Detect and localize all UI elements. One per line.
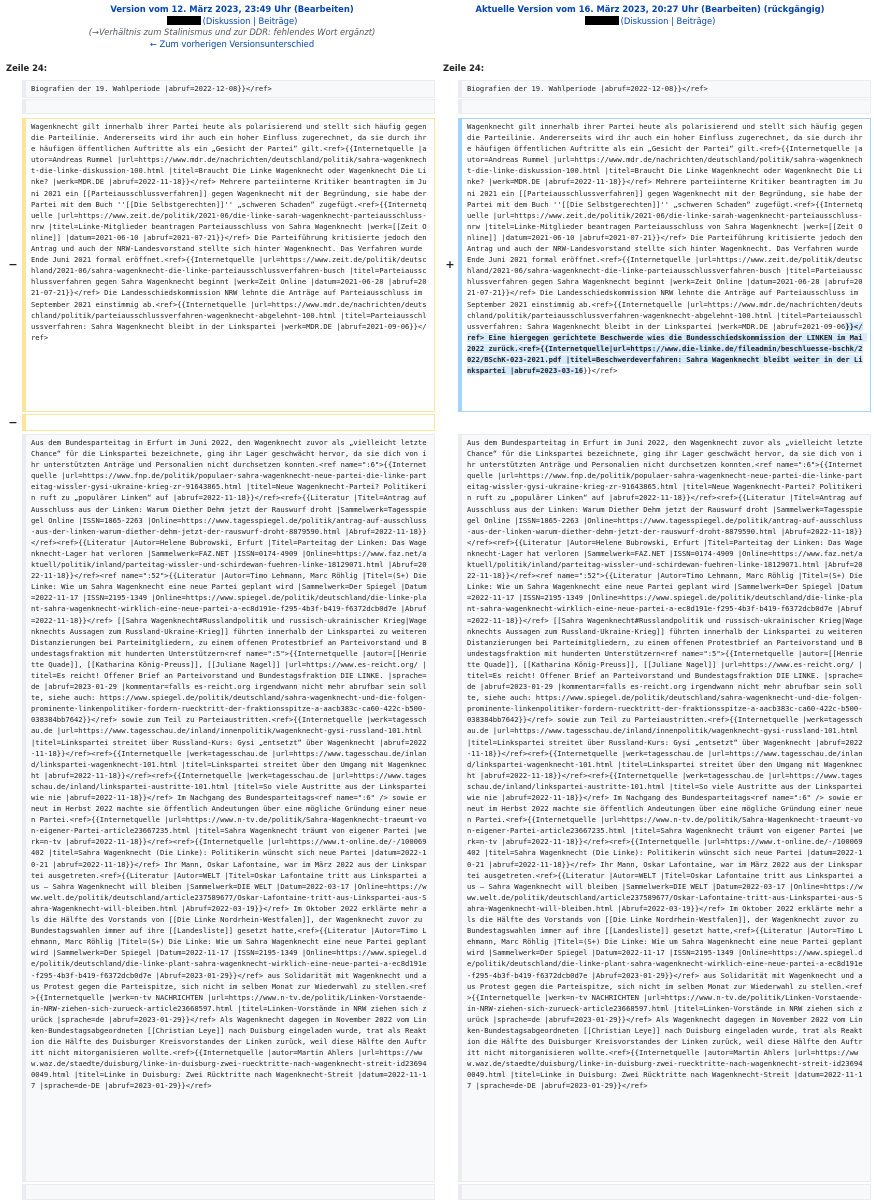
new-version-link[interactable]: Aktuelle Version vom 16. März 2023, 20:27 Uhr (Bearbeiten) (rückgängig) [475,4,825,14]
old-revision-header [22,4,442,50]
deletion-marker: − [8,258,18,271]
deletion-marker: − [8,416,18,429]
context-paragraph-right: Aus dem Bundesparteitag in Erfurt im Juni 2022, den Wagenknecht zuvor als „vielleicht letzte Chance“ für die Linkspartei bezeichnete, ging ihr Lager geschwächt hervor, da sie dich von ihr unterstützten Anträge und Personalien nicht durchsetzen konnten.<ref name=":6">{{Internetquelle |url=https://www.fnp.de/politik/populaer-sahra-wagenknecht-neue-partei-die-linke-parteitag-wissler-gysi-ukraine-krieg-zr-91643865.html |titel=Neue Wagenknecht-Partei? Politikerin ruft zu „populärer Linken“ auf |abruf=2022-11-18}}</ref><ref>{{Literatur |Titel=Antrag auf Ausschluss aus der Linken: Warum Diether Dehm jetzt der Rauswurf droht |Sammelwerk=Tagesspiegel Online |ISSN=1865-2263 |Online=https://www.tagesspiegel.de/politik/antrag-auf-ausschluss-aus-der-linken-warum-diether-dehm-jetzt-der-rauswurf-droht-8879590.html |Abruf=2022-11-18}}</ref><ref>{{Literatur |Autor=Helene Bubrowski, Erfurt |Titel=Parteitag der Linken: Das Wagenknecht-Lager hat verloren |Sammelwerk=FAZ.NET |ISSN=0174-4909 |Online=https://www.faz.net/aktuell/politik/inland/parteitag-wissler-und-schirdewan-fuehren-linke-18129071.html |Abruf=2022-11-18}}</ref><ref name=":52">{{Literatur |Autor=Timo Lehmann, Marc Röhlig |Titel=(S+) Die Linke: Wie um Sahra Wagenknecht eine neue Partei geplant wird |Sammelwerk=Der Spiegel |Datum=2022-11-17 |ISSN=2195-1349 |Online=https://www.spiegel.de/politik/deutschland/die-linke-plant-sahra-wagenknecht-wirklich-eine-neue-partei-a-ec8d191e-f295-4b3f-b419-f6372dcb0d7e |Abruf=2022-11-18}}</ref> [[Sahra Wagenknecht#Russlandpolitik und russisch-ukrainischer Krieg|Wagenknechts Aussagen zum Russland-Ukraine-Krieg]] führten innerhalb der Linkspartei zu weiteren Distanzierungen bei Parteimitgliedern, zu einem offenen Protestbrief an Parteivorstand und Bundestagsfraktion mit hunderten Unterstützern<ref name=":5">{{Internetquelle |autor=[[Henriette Quade]], [[Katharina König-Preuss]], [[Juliane Nagel]] |url=https://www.es-reicht.org/ |titel=Es reicht! Offener Brief an Parteivorstand und Bundestagsfraktion DIE LINKE. |sprache=de |abruf=2023-01-29 |kommentar=falls es-reicht.org irgendwann nicht mehr abrufbar sein sollte, siehe auch: https://www.spiegel.de/politik/deutschland/sahra-wagenknecht-und-die-folgen-prominente-linkenpolitiker-fordern-ruecktritt-der-fraktionsspitze-a-aacb383c-ca60-422c-b500-038384bb7642}}</ref> sowie zum Teil zu Parteiaustritten.<ref>{{Internetquelle |werk=tagesschau.de |url=https://www.tagesschau.de/inland/innenpolitik/wagenknecht-gysi-russland-101.html |titel=Linkspartei streitet über Russland-Kurs: Gysi „entsetzt“ über Wagenknecht |abruf=2022-11-18}}</ref><ref>{{Internetquelle |werk=tagesschau.de |url=https://www.tagesschau.de/inland/linkspartei-wagenknecht-101.html |titel=Linkspartei streitet über den Umgang mit Wagenknecht |abruf=2022-11-18}}</ref><ref>{{Internetquelle |werk=tagesschau.de |url=https://www.tagesschau.de/inland/linkspartei-austritte-101.html |titel=So viele Austritte aus der Linkspartei wie nie |abruf=2022-11-18}}</ref> Im Nachgang des Bundesparteitags<ref name=":6" /> sowie erneut im Herbst 2022 machte sie öffentlich Andeutungen über eine mögliche Gründung einer neuen Partei.<ref>{{Internetquelle |url=https://www.n-tv.de/politik/Sahra-Wagenknecht-traeumt-von-eigener-Partei-article23667235.html |titel=Sahra Wagenknecht träumt von eigener Partei |werk=n-tv |abruf=2022-11-18}}</ref><ref>{{Internetquelle |url=https://www.t-online.de/-/100069402 |titel=Sahra Wagenknecht (Die Linke): Politikerin wünscht sich neue Partei |datum=2022-10-21 |abruf=2022-11-18}}</ref> Ihr Mann, Oskar Lafontaine, war im März 2022 aus der Linkspartei ausgetreten.<ref>{{Literatur |Autor=WELT |Titel=Oskar Lafontaine tritt aus Linkspartei aus – Sahra Wagenknecht will bleiben |Sammelwerk=DIE WELT |Datum=2022-03-17 |Online=https://www.welt.de/politik/deutschland/article237589677/Oskar-Lafontaine-tritt-aus-Linkspartei-aus-Sahra-Wagenknecht-will-bleiben.html |Abruf=2022-03-19}}</ref> Im Oktober 2022 erklärte mehr als die Hälfte des Vorstands von [[Die Linke Nordrhein-Westfalen]], der Wagenknecht zuvor zu Bundestagswahlen immer auf ihre [[Landesliste]] gesetzt hatte,<ref>{{Literatur |Autor=Timo Lehmann, Marc Röhlig |Titel=(S+) Die Linke: Wie um Sahra Wagenknecht eine neue Partei geplant wird |Sammelwerk=Der Spiegel |Datum=2022-11-17 |ISSN=2195-1349 |Online=https://www.spiegel.de/politik/deutschland/die-linke-plant-sahra-wagenknecht-wirklich-eine-neue-partei-a-ec8d191e-f295-4b3f-b419-f6372dcb0d7e |Abruf=2023-01-29}}</ref> aus Solidarität mit Wagenknecht und aus Protest gegen die Parteispitze, sich nicht im selben Monat zur Wiederwahl zu stellen.<ref>{{Internetquelle |werk=n-tv NACHRICHTEN |url=https://www.n-tv.de/politik/Linken-Vorstaende-in-NRW-ziehen-sich-zurueck-article23668597.html |titel=Linken-Vorstände in NRW ziehen sich zurück |sprache=de |abruf=2023-01-29}}</ref> Als Wagenknecht dagegen im November 2022 vom Linken-Bundestagsabgeordneten [[Christian Leye]] nach Duisburg eingeladen wurde, trat als Reaktion die Hälfte des Duisburger Kreisvorstandes der Linken zurück, weil diese Hälfte den Auftritt nicht mitorganisieren wollte.<ref>{{Internetquelle |autor=Martin Ahlers |url=https://www.waz.de/staedte/duisburg/linke-in-duisburg-zwei-ruecktritte-nach-wagenknecht-streit-id236940049.html |titel=Linke in Duisburg: Zwei Rücktritte nach Wagenknecht-Streit |datum=2022-11-17 |sprache=de-DE |abruf=2023-01-29}}</ref> [458,434,871,1182]
old-user-links[interactable]: (Diskussion | Beiträge) [202,15,298,26]
context-line-right: Biografien der 19. Wahlperiode |abruf=2022-12-08}}</ref> [458,80,871,98]
added-paragraph [458,118,871,412]
deleted-paragraph: Wagenknecht gilt innerhalb ihrer Partei heute als polarisierend und stellt sich häufig gegen die Parteilinie. Andererseits wird ihr auch ein hoher Einfluss zugerechnet, da sie durch ihre häufigen öffentlichen Auftritte als ein „Gesicht der Partei“ gilt.<ref>{{Internetquelle |autor=Andreas Rummel |url=https://www.mdr.de/nachrichten/deutschland/politik/sahra-wagenknecht-die-linke-diskussion-100.html |titel=Braucht Die Linke Wagenknecht oder Wagenknecht Die Linke? |werk=MDR.DE |abruf=2022-11-18}}</ref> Mehrere parteiinterne Kritiker beantragten im Juni 2021 ein [[Parteiausschlussverfahren]] gegen Wagenknecht mit der Begründung, sie habe der Partei mit dem Buch ''[[Die Selbstgerechten]]'' „schweren Schaden“ zugefügt.<ref>{{Internetquelle |url=https://www.zeit.de/politik/2021-06/die-linke-sarah-wagenknecht-parteiausschluss-nrw |titel=Linke-Mitglieder beantragen Parteiausschluss von Sahra Wagenknecht |werk=[[Zeit Online]] |datum=2021-06-10 |abruf=2021-07-21}}</ref> Die Parteiführung kritisierte jedoch den Antrag und auch der NRW-Landesvorstand stellte sich hinter Wagenknecht. Das Verfahren wurde Ende Juni 2021 formal eröffnet.<ref>{{Internetquelle |url=https://www.zeit.de/politik/deutschland/2021-06/sahra-wagenknecht-die-linke-parteiausschlussverfahren-busch |titel=Parteiausschlussverfahren gegen Sahra Wagenknecht beginnt |werk=Zeit Online |datum=2021-06-28 |abruf=2021-07-21}}</ref> Die Landesschiedskommission NRW lehnte die Anträge auf Parteiausschluss im September 2021 einstimmig ab.<ref>{{Internetquelle |url=https://www.mdr.de/nachrichten/deutschland/politik/parteiausschlussverfahren-wagenknecht-abgelehnt-100.html |titel=Parteiausschlussverfahren: Sahra Wagenknecht bleibt in der Linkspartei |werk=MDR.DE |abruf=2021-09-06}}</ref> [22,118,435,412]
new-user-links[interactable]: (Diskussion | Beiträge) [620,15,716,26]
context-line-bottom-left [22,1184,435,1200]
unchanged-tail: }}</ref> [583,366,618,376]
context-paragraph-left: Aus dem Bundesparteitag in Erfurt im Juni 2022, den Wagenknecht zuvor als „vielleicht letzte Chance“ für die Linkspartei bezeichnete, ging ihr Lager geschwächt hervor, da sie dich von ihr unterstützten Anträge und Personalien nicht durchsetzen konnten.<ref name=":6">{{Internetquelle |url=https://www.fnp.de/politik/populaer-sahra-wagenknecht-neue-partei-die-linke-parteitag-wissler-gysi-ukraine-krieg-zr-91643865.html |titel=Neue Wagenknecht-Partei? Politikerin ruft zu „populärer Linken“ auf |abruf=2022-11-18}}</ref><ref>{{Literatur |Titel=Antrag auf Ausschluss aus der Linken: Warum Diether Dehm jetzt der Rauswurf droht |Sammelwerk=Tagesspiegel Online |ISSN=1865-2263 |Online=https://www.tagesspiegel.de/politik/antrag-auf-ausschluss-aus-der-linken-warum-diether-dehm-jetzt-der-rauswurf-droht-8879590.html |Abruf=2022-11-18}}</ref><ref>{{Literatur |Autor=Helene Bubrowski, Erfurt |Titel=Parteitag der Linken: Das Wagenknecht-Lager hat verloren |Sammelwerk=FAZ.NET |ISSN=0174-4909 |Online=https://www.faz.net/aktuell/politik/inland/parteitag-wissler-und-schirdewan-fuehren-linke-18129071.html |Abruf=2022-11-18}}</ref><ref name=":52">{{Literatur |Autor=Timo Lehmann, Marc Röhlig |Titel=(S+) Die Linke: Wie um Sahra Wagenknecht eine neue Partei geplant wird |Sammelwerk=Der Spiegel |Datum=2022-11-17 |ISSN=2195-1349 |Online=https://www.spiegel.de/politik/deutschland/die-linke-plant-sahra-wagenknecht-wirklich-eine-neue-partei-a-ec8d191e-f295-4b3f-b419-f6372dcb0d7e |Abruf=2022-11-18}}</ref> [[Sahra Wagenknecht#Russlandpolitik und russisch-ukrainischer Krieg|Wagenknechts Aussagen zum Russland-Ukraine-Krieg]] führten innerhalb der Linkspartei zu weiteren Distanzierungen bei Parteimitgliedern, zu einem offenen Protestbrief an Parteivorstand und Bundestagsfraktion mit hunderten Unterstützern<ref name=":5">{{Internetquelle |autor=[[Henriette Quade]], [[Katharina König-Preuss]], [[Juliane Nagel]] |url=https://www.es-reicht.org/ |titel=Es reicht! Offener Brief an Parteivorstand und Bundestagsfraktion DIE LINKE. |sprache=de |abruf=2023-01-29 |kommentar=falls es-reicht.org irgendwann nicht mehr abrufbar sein sollte, siehe auch: https://www.spiegel.de/politik/deutschland/sahra-wagenknecht-und-die-folgen-prominente-linkenpolitiker-fordern-ruecktritt-der-fraktionsspitze-a-aacb383c-ca60-422c-b500-038384bb7642}}</ref> sowie zum Teil zu Parteiaustritten.<ref>{{Internetquelle |werk=tagesschau.de |url=https://www.tagesschau.de/inland/innenpolitik/wagenknecht-gysi-russland-101.html |titel=Linkspartei streitet über Russland-Kurs: Gysi „entsetzt“ über Wagenknecht |abruf=2022-11-18}}</ref><ref>{{Internetquelle |werk=tagesschau.de |url=https://www.tagesschau.de/inland/linkspartei-wagenknecht-101.html |titel=Linkspartei streitet über den Umgang mit Wagenknecht |abruf=2022-11-18}}</ref><ref>{{Internetquelle |werk=tagesschau.de |url=https://www.tagesschau.de/inland/linkspartei-austritte-101.html |titel=So viele Austritte aus der Linkspartei wie nie |abruf=2022-11-18}}</ref> Im Nachgang des Bundesparteitags<ref name=":6" /> sowie erneut im Herbst 2022 machte sie öffentlich Andeutungen über eine mögliche Gründung einer neuen Partei.<ref>{{Internetquelle |url=https://www.n-tv.de/politik/Sahra-Wagenknecht-traeumt-von-eigener-Partei-article23667235.html |titel=Sahra Wagenknecht träumt von eigener Partei |werk=n-tv |abruf=2022-11-18}}</ref><ref>{{Internetquelle |url=https://www.t-online.de/-/100069402 |titel=Sahra Wagenknecht (Die Linke): Politikerin wünscht sich neue Partei |datum=2022-10-21 |abruf=2022-11-18}}</ref> Ihr Mann, Oskar Lafontaine, war im März 2022 aus der Linkspartei ausgetreten.<ref>{{Literatur |Autor=WELT |Titel=Oskar Lafontaine tritt aus Linkspartei aus – Sahra Wagenknecht will bleiben |Sammelwerk=DIE WELT |Datum=2022-03-17 |Online=https://www.welt.de/politik/deutschland/article237589677/Oskar-Lafontaine-tritt-aus-Linkspartei-aus-Sahra-Wagenknecht-will-bleiben.html |Abruf=2022-03-19}}</ref> Im Oktober 2022 erklärte mehr als die Hälfte des Vorstands von [[Die Linke Nordrhein-Westfalen]], der Wagenknecht zuvor zu Bundestagswahlen immer auf ihre [[Landesliste]] gesetzt hatte,<ref>{{Literatur |Autor=Timo Lehmann, Marc Röhlig |Titel=(S+) Die Linke: Wie um Sahra Wagenknecht eine neue Partei geplant wird |Sammelwerk=Der Spiegel |Datum=2022-11-17 |ISSN=2195-1349 |Online=https://www.spiegel.de/politik/deutschland/die-linke-plant-sahra-wagenknecht-wirklich-eine-neue-partei-a-ec8d191e-f295-4b3f-b419-f6372dcb0d7e |Abruf=2023-01-29}}</ref> aus Solidarität mit Wagenknecht und aus Protest gegen die Parteispitze, sich nicht im selben Monat zur Wiederwahl zu stellen.<ref>{{Internetquelle |werk=n-tv NACHRICHTEN |url=https://www.n-tv.de/politik/Linken-Vorstaende-in-NRW-ziehen-sich-zurueck-article23668597.html |titel=Linken-Vorstände in NRW ziehen sich zurück |sprache=de |abruf=2023-01-29}}</ref> Als Wagenknecht dagegen im November 2022 vom Linken-Bundestagsabgeordneten [[Christian Leye]] nach Duisburg eingeladen wurde, trat als Reaktion die Hälfte des Duisburger Kreisvorstandes der Linken zurück, weil diese Hälfte den Auftritt nicht mitorganisieren wollte.<ref>{{Internetquelle |autor=Martin Ahlers |url=https://www.waz.de/staedte/duisburg/linke-in-duisburg-zwei-ruecktritte-nach-wagenknecht-streit-id236940049.html |titel=Linke in Duisburg: Zwei Rücktritte nach Wagenknecht-Streit |datum=2022-11-17 |sprache=de-DE |abruf=2023-01-29}}</ref> [22,434,435,1182]
redacted-username [585,16,619,25]
empty-context-right [458,99,871,114]
old-version-link[interactable]: Version vom 12. März 2023, 23:49 Uhr (Bearbeiten) [110,4,354,14]
inserted-text: }}</ref> Eine hiergegen gerichtete Beschwerde wies die Bundesschiedskommission der LINKEN im Mai 2022 zurück.<ref>{{Internetquelle|url=https://www.die-linke.de/fileadmin/beschluesse-bschk/2022/BSchK-023-2021.pdf |titel=Beschwerdeverfahren: Sahra Wagenknecht bleibt weiter in der Linkspartei |abruf=2023-03-16 [467,321,867,376]
edit-summary: (→Verhältnis zum Stalinismus und zur DDR: fehlendes Wort ergänzt) [88,27,376,37]
redacted-username [167,16,201,25]
empty-context-left [22,99,435,114]
previous-diff-link[interactable]: ← Zum vorherigen Versionsunterschied [149,38,315,49]
addition-marker: + [445,258,455,271]
line-number-right: Zeile 24: [443,63,485,73]
new-revision-header [440,4,860,27]
context-line-bottom-right [458,1184,871,1200]
context-line-left: Biografien der 19. Wahlperiode |abruf=2022-12-08}}</ref> [22,80,435,98]
deleted-empty-line [22,414,435,431]
diff-header [0,0,874,60]
line-number-left: Zeile 24: [6,63,48,73]
unchanged-text: Wagenknecht gilt innerhalb ihrer Partei heute als polarisierend und stellt sich häufig gegen die Parteilinie. Andererseits wird ihr auch ein hoher Einfluss zugerechnet, da sie durch ihre häufigen öffentlichen Auftritte als ein „Gesicht der Partei“ gilt.<ref>{{Internetquelle |autor=Andreas Rummel |url=https://www.mdr.de/nachrichten/deutschland/politik/sahra-wagenknecht-die-linke-diskussion-100.html |titel=Braucht Die Linke Wagenknecht oder Wagenknecht Die Linke? |werk=MDR.DE |abruf=2022-11-18}}</ref> Mehrere parteiinterne Kritiker beantragten im Juni 2021 ein [[Parteiausschlussverfahren]] gegen Wagenknecht mit der Begründung, sie habe der Partei mit dem Buch ''[[Die Selbstgerechten]]'' „schweren Schaden“ zugefügt.<ref>{{Internetquelle |url=https://www.zeit.de/politik/2021-06/die-linke-sarah-wagenknecht-parteiausschluss-nrw |titel=Linke-Mitglieder beantragen Parteiausschluss von Sahra Wagenknecht |werk=[[Zeit Online]] |datum=2021-06-10 |abruf=2021-07-21}}</ref> Die Parteiführung kritisierte jedoch den Antrag und auch der NRW-Landesvorstand stellte sich hinter Wagenknecht. Das Verfahren wurde Ende Juni 2021 formal eröffnet.<ref>{{Internetquelle |url=https://www.zeit.de/politik/deutschland/2021-06/sahra-wagenknecht-die-linke-parteiausschlussverfahren-busch |titel=Parteiausschlussverfahren gegen Sahra Wagenknecht beginnt |werk=Zeit Online |datum=2021-06-28 |abruf=2021-07-21}}</ref> Die Landesschiedskommission NRW lehnte die Anträge auf Parteiausschluss im September 2021 einstimmig ab.<ref>{{Internetquelle |url=https://www.mdr.de/nachrichten/deutschland/politik/parteiausschlussverfahren-wagenknecht-abgelehnt-100.html |titel=Parteiausschlussverfahren: Sahra Wagenknecht bleibt in der Linkspartei |werk=MDR.DE |abruf=2021-09-06 [467,122,867,331]
